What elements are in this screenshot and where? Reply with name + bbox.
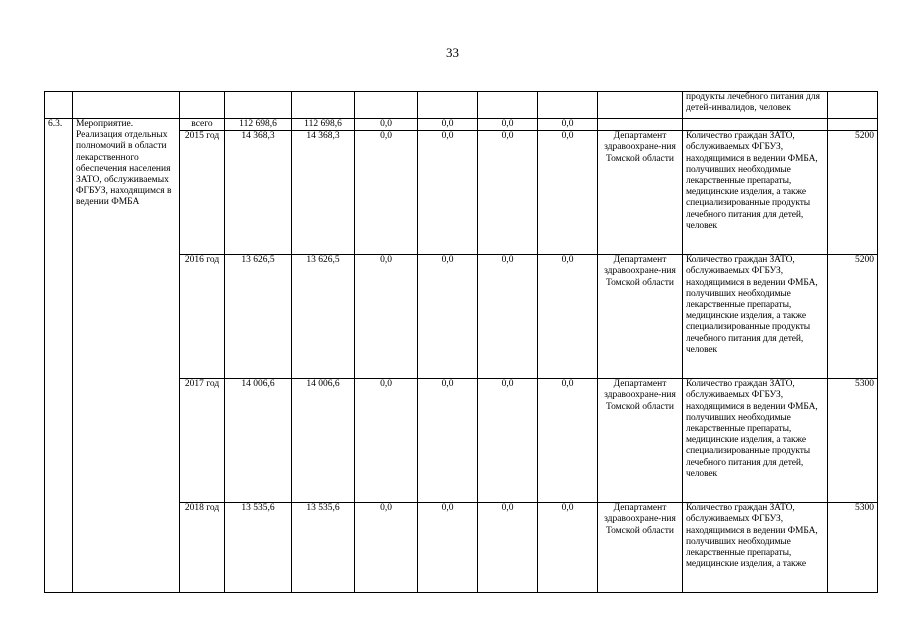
value-total: 13 535,6	[225, 503, 292, 593]
executor-cell: Департамент здравоохране-ния Томской области	[598, 379, 683, 503]
program-table	[44, 91, 878, 593]
value-other: 0,0	[478, 255, 538, 379]
value-federal: 112 698,6	[292, 119, 355, 131]
year-cell: 2015 год	[180, 131, 225, 255]
value-federal: 14 006,6	[292, 379, 355, 503]
value-regional: 0,0	[355, 119, 418, 131]
value-extra: 0,0	[538, 119, 598, 131]
cell-empty	[598, 92, 683, 119]
target-value: 5200	[828, 131, 878, 255]
value-regional: 0,0	[355, 379, 418, 503]
cell-empty	[828, 119, 878, 131]
year-cell: 2018 год	[180, 503, 225, 593]
target-value: 5200	[828, 255, 878, 379]
value-federal: 13 535,6	[292, 503, 355, 593]
year-cell: всего	[180, 119, 225, 131]
measure-number: 6.3.	[45, 119, 73, 593]
cell-empty	[45, 92, 73, 119]
value-total: 112 698,6	[225, 119, 292, 131]
cell-empty	[418, 92, 478, 119]
year-cell: 2016 год	[180, 255, 225, 379]
value-other: 0,0	[478, 119, 538, 131]
cell-empty	[598, 119, 683, 131]
value-regional: 0,0	[355, 255, 418, 379]
table-row-carry-over	[45, 92, 878, 119]
value-total: 14 368,3	[225, 131, 292, 255]
executor-cell: Департамент здравоохране-ния Томской области	[598, 255, 683, 379]
value-federal: 13 626,5	[292, 255, 355, 379]
cell-empty	[73, 92, 180, 119]
measure-name: Мероприятие. Реализация отдельных полномочий в области лекарственного обеспечения населения ЗАТО, обслуживаемых ФГБУЗ, находящимся в ведении ФМБА	[73, 119, 180, 593]
carry-over-indicator: продукты лечебного питания для детей-инвалидов, человек	[683, 92, 828, 119]
indicator-cell: Количество граждан ЗАТО, обслуживаемых ФГБУЗ, находящимися в ведении ФМБА, получивших необходимые лекарственные препараты, медицинские изделия, а также специализированные продукты лечебного питания для детей, человек	[683, 379, 828, 503]
value-extra: 0,0	[538, 255, 598, 379]
value-federal: 14 368,3	[292, 131, 355, 255]
value-local: 0,0	[418, 255, 478, 379]
indicator-cell: Количество граждан ЗАТО, обслуживаемых ФГБУЗ, находящимися в ведении ФМБА, получивших необходимые лекарственные препараты, медицинские изделия, а также	[683, 503, 828, 593]
value-local: 0,0	[418, 131, 478, 255]
cell-empty	[180, 92, 225, 119]
target-value: 5300	[828, 379, 878, 503]
cell-empty	[478, 92, 538, 119]
executor-cell: Департамент здравоохране-ния Томской области	[598, 503, 683, 593]
value-extra: 0,0	[538, 503, 598, 593]
value-total: 13 626,5	[225, 255, 292, 379]
cell-empty	[828, 92, 878, 119]
cell-empty	[538, 92, 598, 119]
value-other: 0,0	[478, 503, 538, 593]
value-total: 14 006,6	[225, 379, 292, 503]
cell-empty	[292, 92, 355, 119]
value-local: 0,0	[418, 503, 478, 593]
value-local: 0,0	[418, 379, 478, 503]
page-number: 33	[446, 45, 459, 60]
value-regional: 0,0	[355, 131, 418, 255]
cell-empty	[683, 119, 828, 131]
cell-empty	[355, 92, 418, 119]
value-extra: 0,0	[538, 379, 598, 503]
cell-empty	[225, 92, 292, 119]
executor-cell: Департамент здравоохране-ния Томской области	[598, 131, 683, 255]
value-local: 0,0	[418, 119, 478, 131]
value-other: 0,0	[478, 379, 538, 503]
indicator-cell: Количество граждан ЗАТО, обслуживаемых ФГБУЗ, находящимися в ведении ФМБА, получивших необходимые лекарственные препараты, медицинские изделия, а также специализированные продукты лечебного питания для детей, человек	[683, 131, 828, 255]
target-value: 5300	[828, 503, 878, 593]
table-row-total	[45, 119, 878, 131]
value-extra: 0,0	[538, 131, 598, 255]
value-other: 0,0	[478, 131, 538, 255]
indicator-cell: Количество граждан ЗАТО, обслуживаемых ФГБУЗ, находящимися в ведении ФМБА, получивших необходимые лекарственные препараты, медицинские изделия, а также специализированные продукты лечебного питания для детей, человек	[683, 255, 828, 379]
year-cell: 2017 год	[180, 379, 225, 503]
value-regional: 0,0	[355, 503, 418, 593]
